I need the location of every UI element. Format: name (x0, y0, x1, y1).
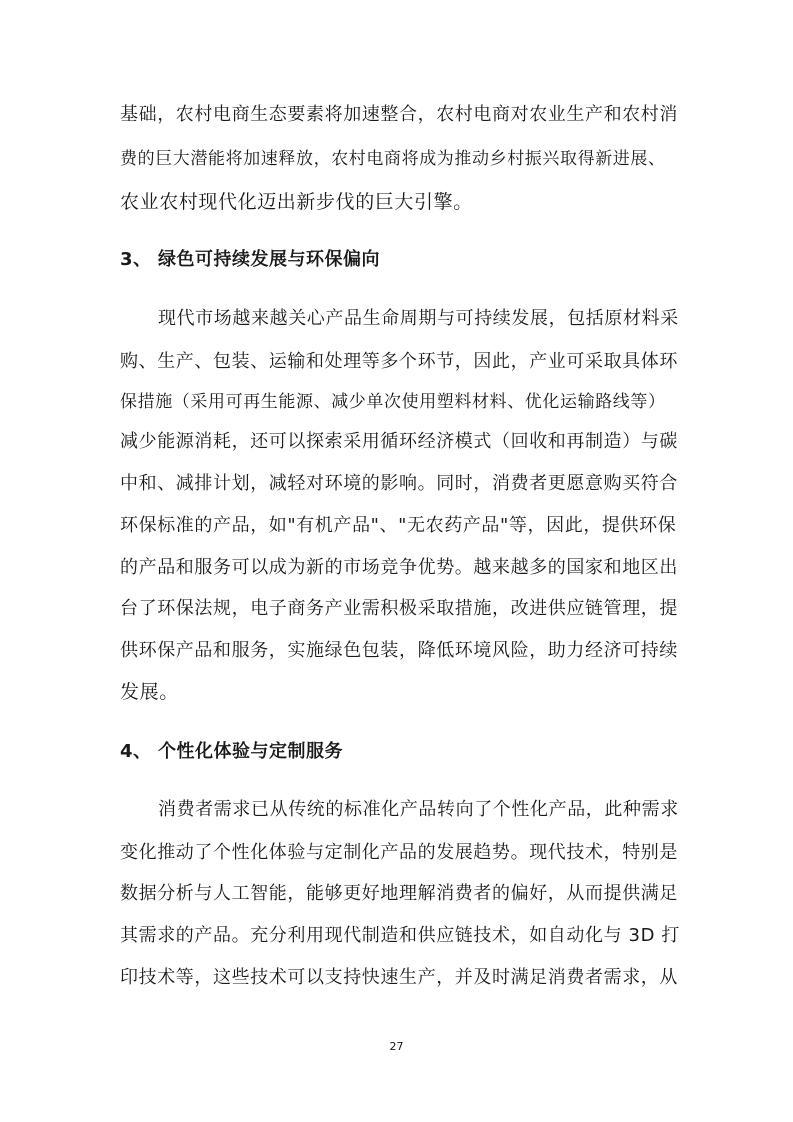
paragraph-line: 其需求的产品。充分利用现代制造和供应链技术，如自动化与 3D 打 (120, 925, 680, 946)
paragraph-line: 的产品和服务可以成为新的市场竞争优势。越来越多的国家和地区出 (120, 557, 678, 578)
paragraph-line: 减少能源消耗，还可以探索采用循环经济模式（回收和再制造）与碳 (120, 431, 678, 452)
paragraph-line: 环保标准的产品，如"有机产品"、"无农药产品"等，因此，提供环保 (120, 515, 677, 536)
paragraph-line: 消费者需求已从传统的标准化产品转向了个性化产品，此种需求 (158, 799, 679, 820)
paragraph-line: 农业农村现代化迈出新步伐的巨大引擎。 (120, 191, 473, 213)
paragraph-line: 基础，农村电商生态要素将加速整合，农村电商对农业生产和农村消 (120, 104, 678, 125)
paragraph-line: 现代市场越来越关心产品生命周期与可持续发展，包括原材料采 (158, 308, 679, 329)
paragraph-line: 台了环保法规，电子商务产业需积极采取措施，改进供应链管理，提 (120, 598, 678, 619)
paragraph-line: 中和、减排计划，减轻对环境的影响。同时，消费者更愿意购买符合 (120, 473, 678, 494)
paragraph-line: 供环保产品和服务，实施绿色包装，降低环境风险，助力经济可持续 (120, 640, 678, 661)
section-number: 3、 (120, 249, 152, 270)
paragraph-line: 数据分析与人工智能，能够更好地理解消费者的偏好，从而提供满足 (120, 883, 678, 904)
section-heading-4 (120, 740, 343, 764)
paragraph-line: 费的巨大潜能将加速释放，农村电商将成为推动乡村振兴取得新进展、 (120, 149, 666, 169)
paragraph-line: 发展。 (120, 681, 179, 703)
section-number: 4、 (120, 741, 152, 762)
section-title: 绿色可持续发展与环保偏向 (158, 249, 380, 270)
paragraph-line: 购、生产、包装、运输和处理等多个环节，因此，产业可采取具体环 (120, 351, 678, 372)
page-number: 27 (389, 1040, 404, 1053)
paragraph-line: 保措施（采用可再生能源、减少单次使用塑料材料、优化运输路线等） (120, 392, 666, 412)
section-heading-3 (120, 248, 380, 272)
paragraph-line: 变化推动了个性化体验与定制化产品的发展趋势。现代技术，特别是 (120, 842, 678, 863)
paragraph-line: 印技术等，这些技术可以支持快速生产，并及时满足消费者需求，从 (120, 967, 678, 988)
section-title: 个性化体验与定制服务 (158, 741, 343, 762)
